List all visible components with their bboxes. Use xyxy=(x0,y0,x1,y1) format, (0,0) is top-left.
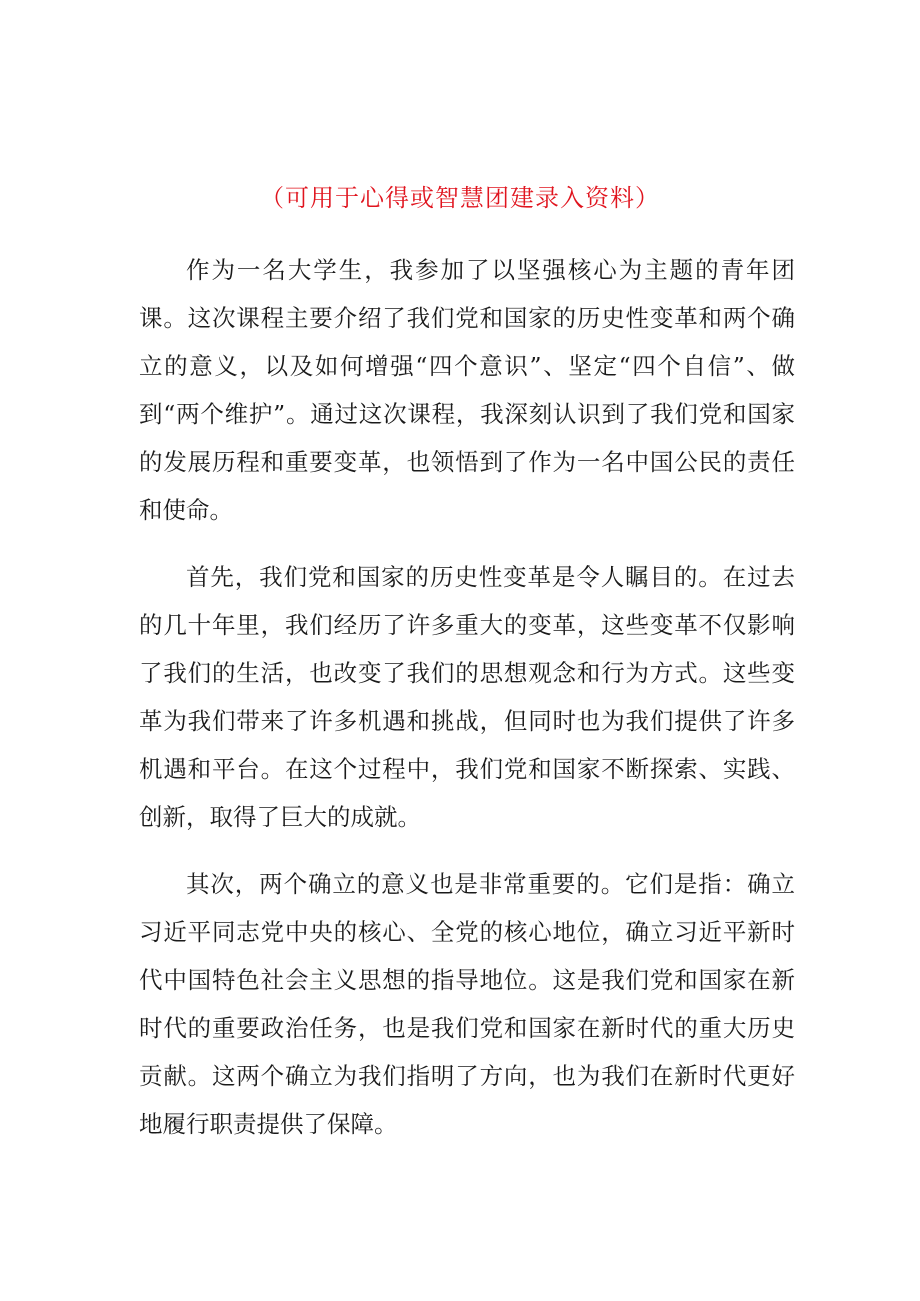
paragraph-1: 作为一名大学生，我参加了以坚强核心为主题的青年团课。这次课程主要介绍了我们党和国家的历史性变革和两个确立的意义，以及如何增强“四个意识”、坚定“四个自信”、做到“两个维护”。通过这次课程，我深刻认识到了我们党和国家的发展历程和重要变革，也领悟到了作为一名中国公民的责任和使命。 xyxy=(139,256,795,524)
document-body xyxy=(139,246,795,1167)
paragraph-3: 其次，两个确立的意义也是非常重要的。它们是指：确立习近平同志党中央的核心、全党的核心地位，确立习近平新时代中国特色社会主义思想的指导地位。这是我们党和国家在新时代的重要政治任务，也是我们党和国家在新时代的重大历史贡献。这两个确立为我们指明了方向，也为我们在新时代更好地履行职责提供了保障。 xyxy=(139,870,795,1138)
document-title: （可用于心得或智慧团建录入资料） xyxy=(260,184,660,212)
paragraph-2: 首先，我们党和国家的历史性变革是令人瞩目的。在过去的几十年里，我们经历了许多重大的变革，这些变革不仅影响了我们的生活，也改变了我们的思想观念和行为方式。这些变革为我们带来了许多机遇和挑战，但同时也为我们提供了许多机遇和平台。在这个过程中，我们党和国家不断探索、实践、创新，取得了巨大的成就。 xyxy=(139,563,795,831)
